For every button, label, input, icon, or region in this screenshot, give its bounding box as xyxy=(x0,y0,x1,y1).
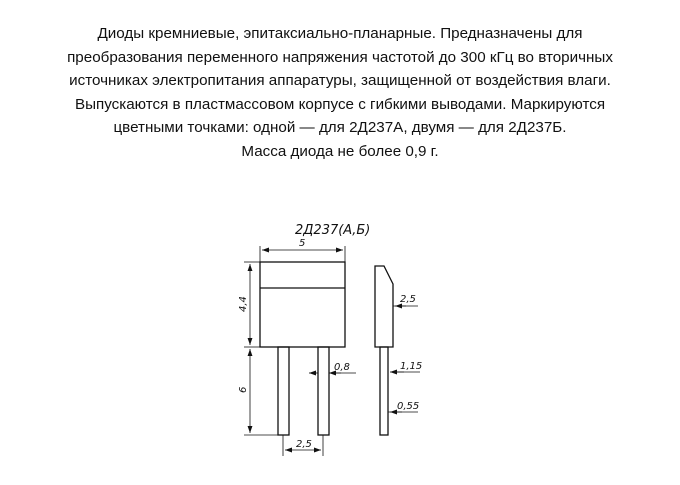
diode-body-side xyxy=(375,266,393,347)
diode-body-front xyxy=(260,262,345,347)
dim-side-lead-offset: 1,15 xyxy=(400,361,423,372)
drawing-title: 2Д237(А,Б) xyxy=(295,223,371,238)
description-line: преобразования переменного напряжения частотой до 300 кГц во вторичных xyxy=(67,48,613,66)
dim-body-height: 4,4 xyxy=(238,296,249,312)
description-line: источниках электропитания аппаратуры, защищенной от воздействия влаги. xyxy=(69,72,611,90)
lead-right xyxy=(318,347,329,435)
description-line: Диоды кремниевые, эпитаксиально-планарные. Предназначены для xyxy=(97,25,583,42)
dim-side-thickness: 2,5 xyxy=(400,294,416,305)
dim-lead-length: 6 xyxy=(238,386,249,393)
side-view xyxy=(375,266,393,435)
front-view xyxy=(260,262,345,435)
front-dimensions xyxy=(244,246,356,456)
description-line: Выпускаются в пластмассовом корпусе с гибкими выводами. Маркируются xyxy=(74,95,606,113)
dim-body-width: 5 xyxy=(299,238,306,249)
lead-left xyxy=(278,347,289,435)
dim-lead-pitch: 2,5 xyxy=(296,439,312,450)
lead-side xyxy=(380,347,388,435)
description-line: цветными точками: одной — для 2Д237А, двумя — для 2Д237Б. xyxy=(113,119,567,137)
dim-lead-width: 0,8 xyxy=(334,362,350,373)
dim-lead-thickness: 0,55 xyxy=(397,401,420,412)
description-line: Масса диода не более 0,9 г. xyxy=(241,142,439,160)
